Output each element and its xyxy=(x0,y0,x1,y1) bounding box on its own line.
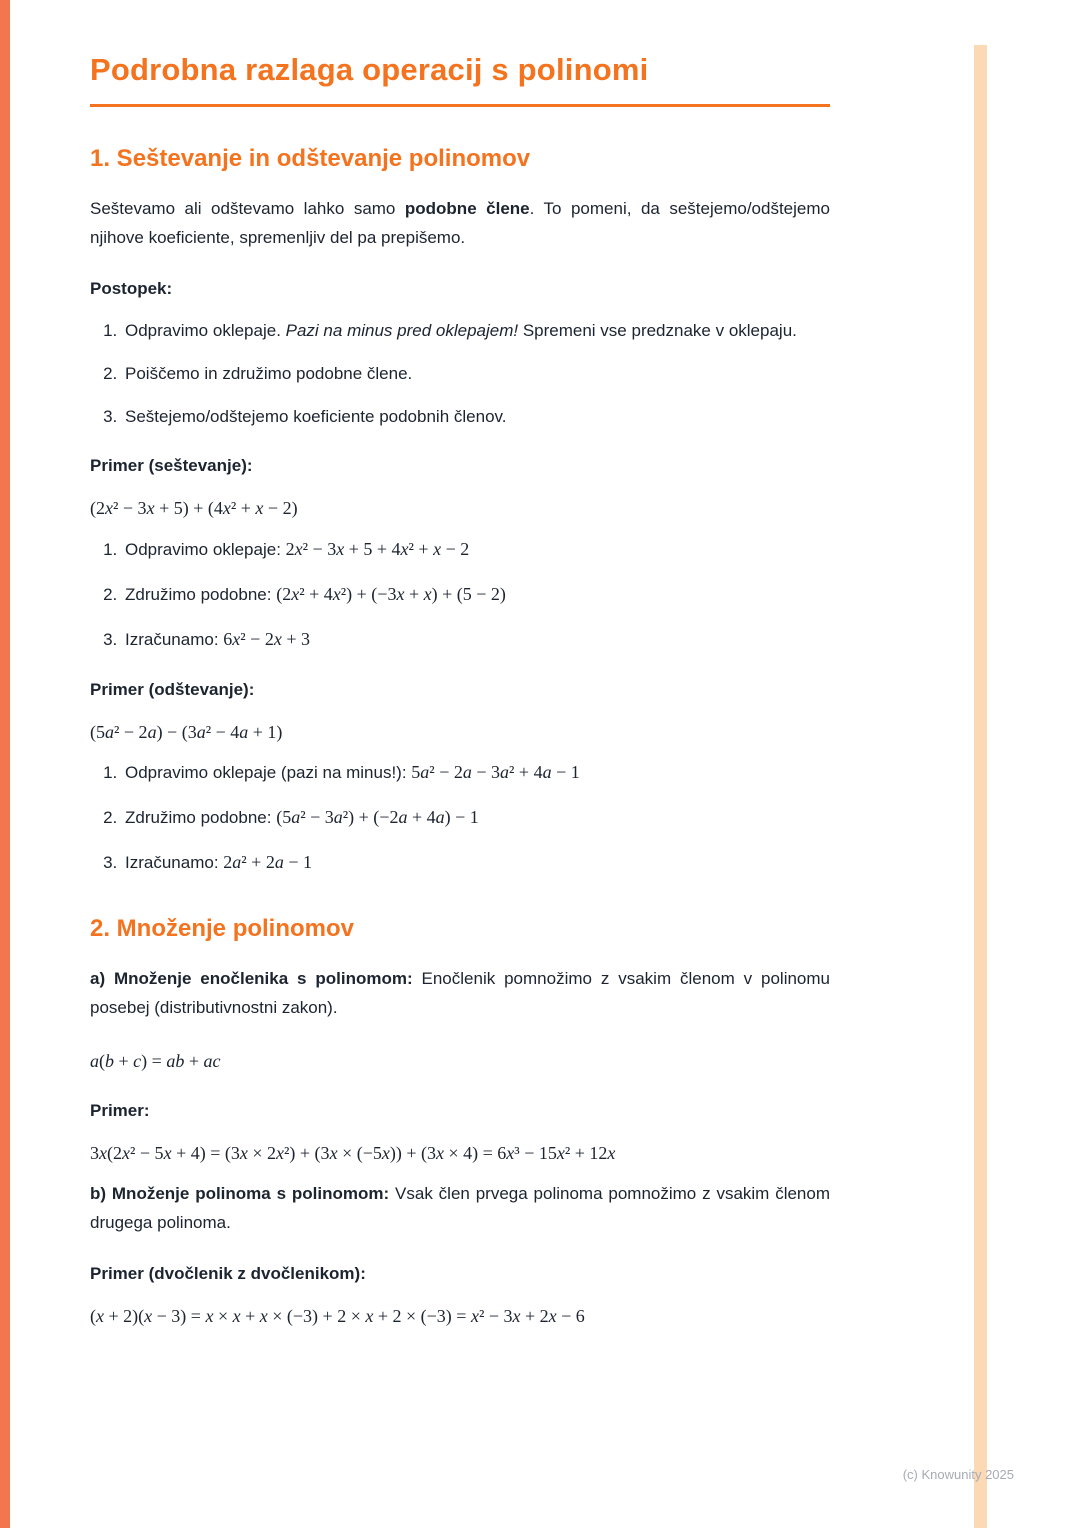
step-text-pre: Poiščemo in združimo podobne člene. xyxy=(125,363,413,383)
document-content xyxy=(90,52,830,1343)
step-math: 5a² − 2a − 3a² + 4a − 1 xyxy=(411,762,580,783)
step-text: Izračunamo: xyxy=(125,852,224,872)
step-text-post: Spremeni vse predznake v oklepaju. xyxy=(518,320,797,340)
step-text-italic: Pazi na minus pred oklepajem! xyxy=(285,320,519,340)
step-text-pre: Seštejemo/odštejemo koeficiente podobnih členov. xyxy=(125,407,507,427)
postopek-label: Postopek: xyxy=(90,278,173,298)
math-expression: (2x² − 3x + 5) + (4x² + x − 2) xyxy=(90,498,298,519)
distributive-formula xyxy=(90,1047,830,1076)
step-math: (2x² + 4x²) + (−3x + x) + (5 − 2) xyxy=(276,583,506,604)
list-item xyxy=(122,848,830,877)
intro-text-post: . To pomeni, da seštejemo/odštejemo njihove koeficiente, spremenljiv del pa prepišemo. xyxy=(90,199,830,247)
sestevanje-steps-list xyxy=(90,535,830,653)
primer-label: Primer: xyxy=(90,1101,150,1121)
primer-dvoclenik-label: Primer (dvočlenik z dvočlenikom): xyxy=(90,1263,366,1283)
section2-b-text: Vsak člen prvega polinoma pomnožimo z vsakim členom drugega polinoma. xyxy=(90,1184,830,1232)
list-item xyxy=(122,317,830,344)
step-text-pre: Odpravimo oklepaje. xyxy=(125,320,286,340)
page-edge-strip xyxy=(974,45,987,1528)
list-item xyxy=(122,403,830,430)
math-expression: (x + 2)(x − 3) = x × x + x × (−3) + 2 × x + 2 × (−3) = x² − 3x + 2x − 6 xyxy=(90,1305,585,1326)
odstevanje-expression xyxy=(90,718,830,747)
step-math: 2x² − 3x + 5 + 4x² + x − 2 xyxy=(285,539,470,560)
section2-b-paragraph xyxy=(90,1180,830,1238)
math-expression: (5a² − 2a) − (3a² − 4a + 1) xyxy=(90,721,283,742)
list-item xyxy=(122,580,830,609)
math-expression: 3x(2x² − 5x + 4) = (3x × 2x²) + (3x × (−5x)) + (3x × 4) = 6x³ − 15x² + 12x xyxy=(90,1143,616,1164)
list-item xyxy=(122,758,830,787)
step-text: Združimo podobne: xyxy=(125,808,277,828)
left-accent-bar xyxy=(0,0,10,1528)
sestevanje-expression xyxy=(90,494,830,523)
step-text: Odpravimo oklepaje: xyxy=(125,540,286,560)
postopek-list xyxy=(90,317,830,431)
step-math: (5a² − 3a²) + (−2a + 4a) − 1 xyxy=(276,807,479,828)
step-text: Združimo podobne: xyxy=(125,584,277,604)
list-item xyxy=(122,803,830,832)
list-item xyxy=(122,360,830,387)
odstevanje-steps-list xyxy=(90,758,830,876)
step-text: Odpravimo oklepaje (pazi na minus!): xyxy=(125,763,412,783)
step-math: 6x² − 2x + 3 xyxy=(223,628,310,649)
primer-sestevanje-label: Primer (seštevanje): xyxy=(90,456,253,476)
section1-intro-paragraph xyxy=(90,195,830,253)
copyright-note: (c) Knowunity 2025 xyxy=(902,1467,1014,1482)
list-item xyxy=(122,535,830,564)
section1-heading: 1. Seštevanje in odštevanje polinomov xyxy=(90,145,531,172)
section2-b-bold: b) Množenje polinoma s polinomom: xyxy=(90,1184,390,1204)
section2-a-bold: a) Množenje enočlenika s polinomom: xyxy=(90,968,413,988)
section2-a-paragraph xyxy=(90,965,830,1023)
intro-text-pre: Seštevamo ali odštevamo lahko samo xyxy=(90,199,405,218)
list-item xyxy=(122,625,830,654)
binomial-example xyxy=(90,1302,830,1331)
section2-a-text: Enočlenik pomnožimo z vsakim členom v polinomu posebej (distributivnostni zakon). xyxy=(90,968,831,1017)
primer-odstevanje-label: Primer (odštevanje): xyxy=(90,679,255,699)
math-expression: a(b + c) = ab + ac xyxy=(90,1050,221,1071)
step-text: Izračunamo: xyxy=(125,629,224,649)
page-title: Podrobna razlaga operacij s polinomi xyxy=(90,52,649,87)
step-math: 2a² + 2a − 1 xyxy=(223,851,312,872)
intro-text-bold: podobne člene xyxy=(404,199,530,218)
monomial-example xyxy=(90,1139,830,1168)
title-divider xyxy=(90,104,830,107)
section2-heading: 2. Množenje polinomov xyxy=(90,914,355,942)
